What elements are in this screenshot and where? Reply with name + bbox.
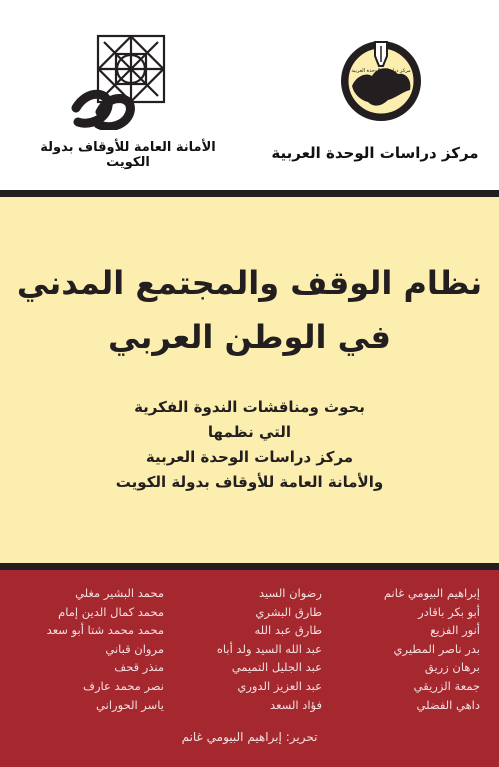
- authors-column-2: [172, 584, 322, 714]
- author-name: أبو بكر باقادر: [418, 604, 480, 619]
- title-line-2: في الوطن العربي: [108, 318, 391, 356]
- authors-column-3: [14, 584, 164, 714]
- author-name: عبد الجليل التميمي: [231, 660, 322, 675]
- author-name: رضوان السيد: [258, 586, 322, 600]
- divider-top: [0, 190, 499, 197]
- author-name: مروان قباني: [105, 641, 164, 656]
- caus-logo: [338, 36, 424, 122]
- publisher-right: مركز دراسات الوحدة العربية: [271, 144, 479, 162]
- author-name: فؤاد السعد: [270, 697, 322, 712]
- author-name: نصر محمد عارف: [83, 678, 164, 693]
- title-band: [0, 197, 499, 563]
- author-name: برهان زريق: [424, 660, 480, 675]
- author-name: أنور الفزيع: [430, 623, 480, 638]
- author-name: إبراهيم البيومي غانم: [383, 586, 480, 600]
- awqaf-logo: [70, 34, 166, 130]
- author-name: داهي الفضلي: [416, 697, 480, 712]
- divider-bottom: [0, 563, 499, 570]
- subtitle-line-3: مركز دراسات الوحدة العربية: [145, 448, 354, 466]
- author-name: عبد العزيز الدوري: [237, 678, 322, 693]
- author-name: منذر قحف: [114, 660, 164, 675]
- author-name: جمعة الزريقي: [413, 678, 480, 693]
- publisher-left: الأمانة العامة للأوقاف بدولة الكويت: [40, 140, 216, 170]
- author-name: محمد كمال الدين إمام: [58, 604, 164, 619]
- author-name: ياسر الحوراني: [96, 697, 164, 712]
- author-name: عبد الله السيد ولد أباه: [216, 641, 322, 656]
- subtitle-line-2: التي نظمها: [207, 423, 292, 441]
- author-name: طارق البشري: [255, 604, 322, 619]
- authors-column-1: [330, 584, 480, 714]
- author-name: بدر ناصر المطيري: [393, 641, 480, 656]
- author-name: طارق عبد الله: [254, 623, 322, 638]
- publishers-band: [0, 0, 499, 190]
- author-name: محمد محمد شتا أبو سعد: [46, 623, 164, 638]
- caus-logo-text: مركز دراسات الوحدة العربية: [351, 68, 411, 74]
- editor-credit: تحرير: إبراهيم البيومي غانم: [181, 730, 318, 744]
- subtitle-line-1: بحوث ومناقشات الندوة الفكرية: [134, 398, 365, 416]
- subtitle-line-4: والأمانة العامة للأوقاف بدولة الكويت: [115, 473, 384, 491]
- authors-band: [0, 570, 499, 767]
- author-name: محمد البشير مغلي: [75, 586, 164, 600]
- title-line-1: نظام الوقف والمجتمع المدني: [16, 264, 483, 302]
